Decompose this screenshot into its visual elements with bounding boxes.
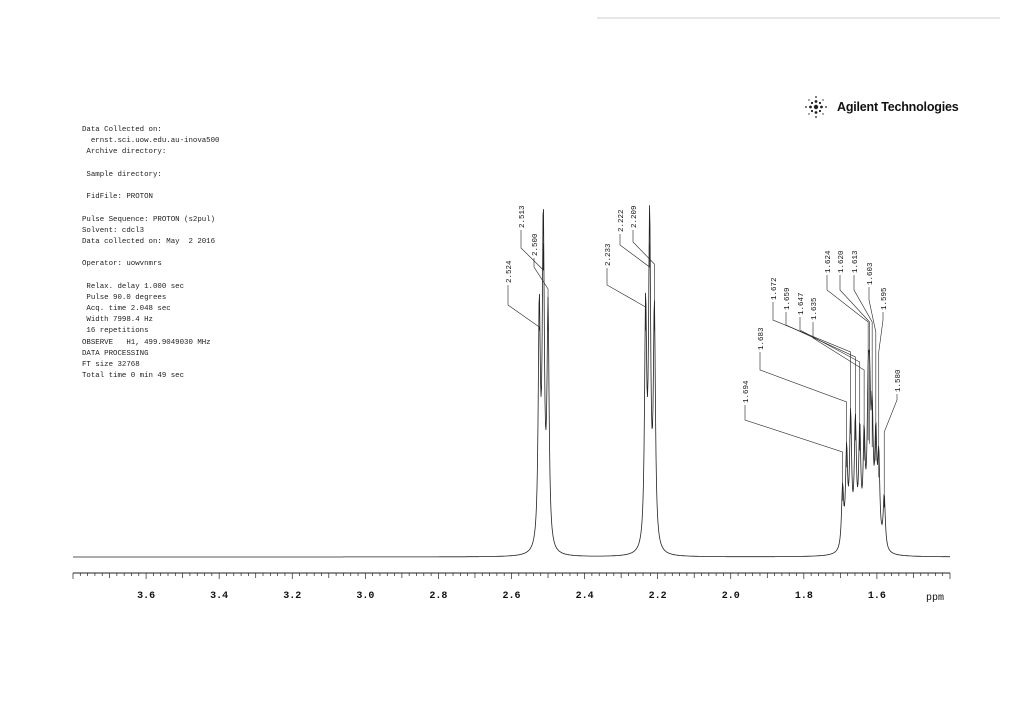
- peak-label: 1.635: [811, 297, 819, 320]
- peak-leader-line: [745, 405, 843, 501]
- x-tick-label: 3.0: [356, 591, 375, 602]
- peak-label: 1.613: [852, 250, 860, 273]
- info-line: Solvent: cdcl3: [82, 226, 145, 235]
- info-line: DATA PROCESSING: [82, 349, 149, 358]
- x-tick-label: 1.6: [867, 591, 886, 602]
- peak-label: 1.603: [867, 262, 875, 285]
- info-line: OBSERVE H1, 499.9049030 MHz: [82, 338, 211, 347]
- x-axis-label: ppm: [925, 593, 945, 604]
- peak-labels: [506, 205, 903, 507]
- peak-label: 1.595: [881, 287, 889, 310]
- info-line: FidFile: PROTON: [82, 193, 153, 202]
- x-tick-label: 2.8: [429, 591, 448, 602]
- info-line: Data Collected on:: [82, 126, 162, 134]
- peak-label: 1.580: [895, 369, 903, 392]
- peak-label: 1.683: [758, 327, 766, 350]
- x-axis: [73, 573, 950, 602]
- info-line: Total time 0 min 49 sec: [82, 372, 185, 381]
- peak-label: 2.222: [618, 209, 626, 232]
- peak-label: 1.620: [838, 250, 846, 273]
- peak-label: 2.513: [519, 205, 527, 228]
- x-tick-label: 2.0: [721, 591, 740, 602]
- info-line: 16 repetitions: [82, 327, 149, 336]
- peak-label: 1.624: [825, 250, 833, 273]
- peak-leader-line: [633, 230, 654, 331]
- info-line: Width 7998.4 Hz: [82, 316, 153, 325]
- peak-leader-line: [620, 234, 650, 267]
- x-tick-label: 3.6: [137, 591, 156, 602]
- peak-leader-line: [534, 258, 548, 331]
- peak-leader-line: [508, 285, 539, 331]
- peak-label: 2.524: [506, 260, 514, 283]
- info-line: Relax. delay 1.000 sec: [82, 282, 185, 291]
- peak-label: 2.209: [631, 205, 639, 228]
- x-tick-label: 3.4: [210, 591, 229, 602]
- peak-leader-line: [760, 352, 847, 467]
- x-tick-label: 2.6: [502, 591, 521, 602]
- x-tick-label: 1.8: [794, 591, 813, 602]
- peak-leader-line: [786, 312, 855, 440]
- peak-leader-line: [884, 394, 897, 507]
- info-line: ernst.sci.uow.edu.au-inova500: [82, 137, 220, 146]
- info-line: Acq. time 2.048 sec: [82, 305, 171, 313]
- x-tick-label: 2.2: [648, 591, 667, 602]
- info-line: Archive directory:: [82, 148, 167, 157]
- peak-label: 1.672: [771, 277, 779, 300]
- peak-leader-line: [827, 275, 868, 440]
- info-line: Sample directory:: [82, 170, 162, 179]
- peak-label: 2.233: [605, 243, 613, 266]
- spectrum-trace: [73, 205, 950, 557]
- x-tick-label: 2.4: [575, 591, 594, 602]
- peak-leader-line: [607, 268, 646, 331]
- peak-label: 1.659: [784, 287, 792, 310]
- info-line: Operator: uowvnmrs: [82, 260, 162, 269]
- info-line: Data collected on: May 2 2016: [82, 237, 216, 246]
- peak-label: 1.647: [798, 292, 806, 315]
- brand-name: Agilent Technologies: [837, 100, 959, 114]
- peak-label: 2.500: [532, 233, 540, 256]
- peak-leader-line: [773, 302, 851, 434]
- x-tick-label: 3.2: [283, 591, 302, 602]
- info-line: Pulse Sequence: PROTON (s2pul): [82, 215, 216, 224]
- info-line: FT size 32768: [82, 360, 140, 369]
- info-line: Pulse 90.0 degrees: [82, 293, 167, 302]
- peak-label: 1.694: [743, 380, 751, 403]
